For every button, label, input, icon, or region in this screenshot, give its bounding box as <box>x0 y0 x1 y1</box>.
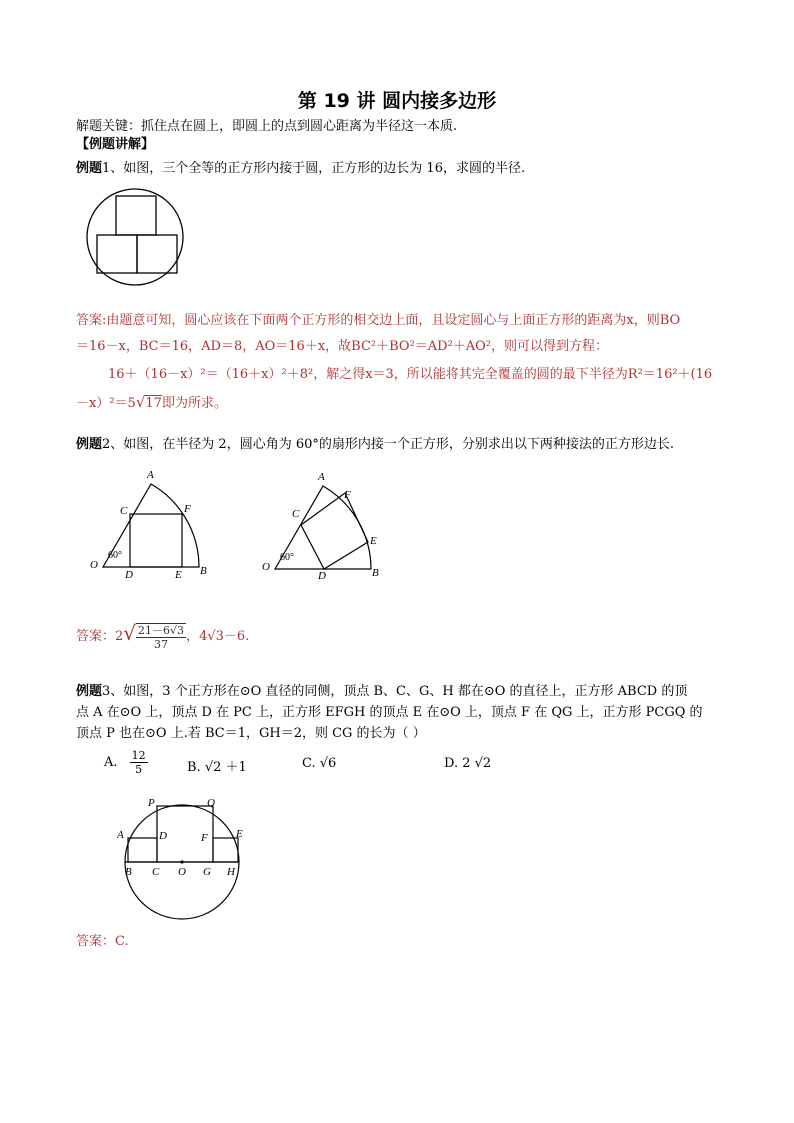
ex2-fig1-label-O: O <box>90 559 98 571</box>
ex2-fig1-label-F: F <box>184 503 191 515</box>
ex3-option-a <box>104 749 148 776</box>
ex1-question <box>76 160 525 178</box>
ex3-option-b: B. √2 ＋1 <box>187 760 247 775</box>
page-title: 第 19 讲 圆内接多边形 <box>297 90 497 112</box>
ex3-label-G: G <box>203 866 211 878</box>
ex3-square-ABCD <box>128 838 157 862</box>
key-point: 解题关键：抓住点在圆上，即圆上的点到圆心距离为半径这一本质. <box>76 119 458 134</box>
ex1-answer-label: 答案: <box>76 313 107 328</box>
ex3-label-A: A <box>117 829 124 841</box>
ex2-fig2-label-A: A <box>318 471 325 483</box>
ex3-square-EFGH <box>213 838 238 862</box>
ex2-fig2-angle: 60° <box>280 552 294 563</box>
ex2-answer-label: 答案： <box>76 629 116 644</box>
ex3-label-P: P <box>148 797 155 809</box>
ex2-answer-rest: ，4√3－6. <box>186 629 250 644</box>
ex3-option-d: D. 2 √2 <box>444 756 492 771</box>
ex2-fig1-label-A: A <box>147 469 154 481</box>
ex2-fig1-label-E: E <box>175 569 182 580</box>
ex1-label: 例题 <box>76 161 103 176</box>
ex2-fig1-angle: 60° <box>108 550 122 561</box>
ex3-label-F: F <box>201 832 208 844</box>
ex2-label: 例题 <box>76 437 103 452</box>
ex3-label-D: D <box>159 830 167 842</box>
ex2-answer: 答案：2√ $\frac{21-6√3}{37}$ ，4√3－6. <box>76 621 250 651</box>
ex3-label-H: H <box>227 866 235 878</box>
ex2-fig2-label-D: D <box>318 570 326 582</box>
ex3-option-a-den: 5 <box>135 763 143 776</box>
ex3-figure <box>114 794 254 922</box>
ex2-answer-coef: 2 <box>115 629 124 644</box>
ex2-fig2-label-O: O <box>262 561 270 573</box>
ex1-square-top <box>116 196 156 235</box>
ex1-text: 1、如图，三个全等的正方形内接于圆，正方形的边长为 16，求圆的半径. <box>102 161 526 176</box>
ex3-answer: 答案：C. <box>76 934 129 949</box>
ex1-answer-text4a: －x）²＝5 <box>76 396 136 411</box>
ex2-question <box>76 436 674 454</box>
ex2-figure1 <box>86 464 216 580</box>
ex1-answer-sqrt: 17 <box>145 396 162 411</box>
ex2-text: 2、如图，在半径为 2，圆心角为 60°的扇形内接一个正方形，分别求出以下两种接法的正方形边长. <box>102 437 674 452</box>
ex1-answer-text4b: 即为所求。 <box>161 396 227 411</box>
ex2-fig1-label-D: D <box>125 569 133 580</box>
ex3-question-line3: 顶点 P 也在⊙O 上.若 BC＝1，GH＝2，则 CG 的长为（ ） <box>76 726 426 741</box>
ex2-fig2-label-F: F <box>344 489 351 501</box>
ex3-label-O: O <box>178 866 186 878</box>
ex1-answer-text1: 由题意可知，圆心应该在下面两个正方形的相交边上面，且设定圆心与上面正方形的距离为x，则BO <box>106 313 681 328</box>
ex3-option-c: C. √6 <box>302 756 337 771</box>
ex3-option-a-label: A. <box>104 755 118 770</box>
ex1-answer-line1 <box>76 312 680 330</box>
ex3-label: 例题 <box>76 684 103 699</box>
ex1-answer-line4: －x）²＝5√17即为所求。 <box>76 393 227 411</box>
ex1-answer-line2: ＝16－x，BC＝16，AD＝8，AO＝16＋x，故BC²＋BO²＝AD²＋AO²，则可以得到方程： <box>76 339 609 354</box>
ex2-fig2-square <box>301 493 368 569</box>
ex3-question-line2: 点 A 在⊙O 上，顶点 D 在 PC 上，正方形 EFGH 的顶点 E 在⊙O 上，顶点 F 在 QG 上，正方形 PCGQ 的 <box>76 705 703 720</box>
ex2-fig1-label-B: B <box>200 565 207 577</box>
ex3-label-C: C <box>152 866 160 878</box>
ex2-answer-num: 21－6√3 <box>138 623 185 637</box>
ex1-circle <box>87 189 183 285</box>
ex3-option-a-num: 12 <box>131 749 146 762</box>
ex1-figure <box>80 188 190 288</box>
ex3-label-Q: Q <box>207 797 215 809</box>
ex2-fig1-square <box>130 514 182 567</box>
ex3-text1: 3、如图，3 个正方形在⊙O 直径的同侧，顶点 B、C、G、H 都在⊙O 的直径上，正方形 ABCD 的顶 <box>102 684 688 699</box>
ex2-fig2-label-E: E <box>370 535 377 547</box>
ex3-label-B: B <box>125 866 132 878</box>
section-label: 【例题讲解】 <box>76 137 155 152</box>
ex2-figure2 <box>258 468 388 584</box>
ex3-label-E: E <box>236 828 243 840</box>
ex2-answer-den: 37 <box>154 637 169 651</box>
ex3-question-line1 <box>76 683 687 701</box>
ex2-fig2-label-B: B <box>372 567 379 579</box>
ex1-square-right <box>137 235 177 273</box>
ex2-fig1-label-C: C <box>120 505 128 517</box>
ex3-center-dot <box>180 860 183 863</box>
ex1-answer-line3: 16＋（16－x）²＝（16＋x）²＋8²，解之得x＝3，所以能将其完全覆盖的圆的最下半径为R²＝16²＋(16 <box>108 367 713 382</box>
ex2-fig2-label-C: C <box>292 508 300 520</box>
ex1-square-left <box>97 235 137 273</box>
